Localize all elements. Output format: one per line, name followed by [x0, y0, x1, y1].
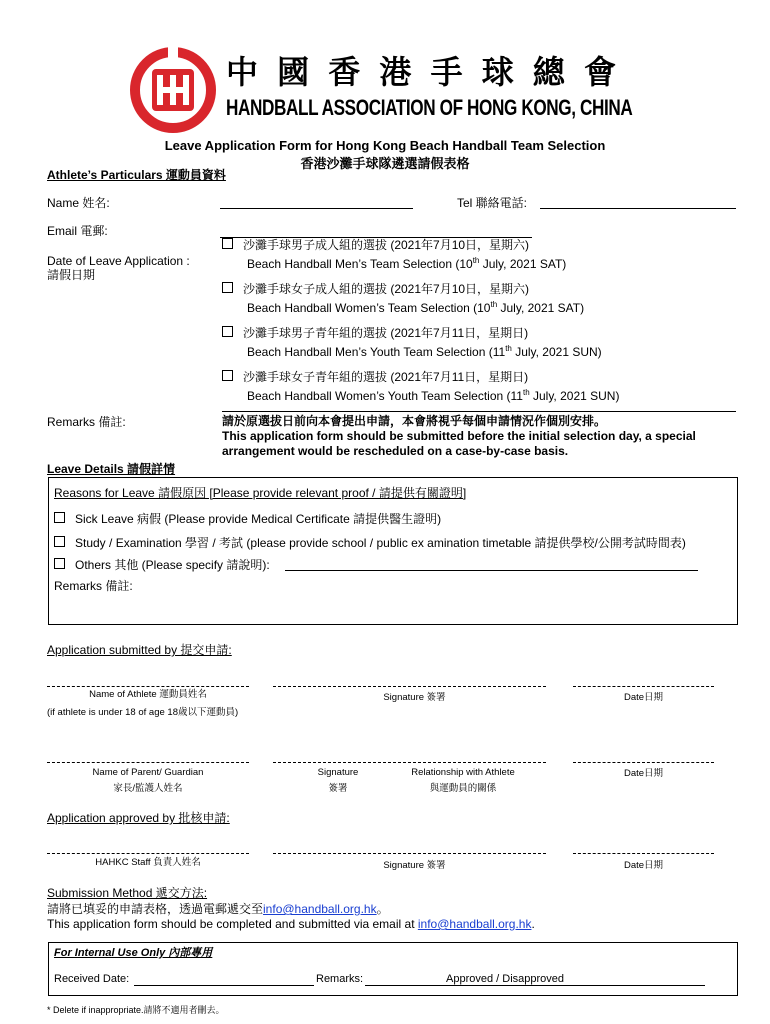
internal-heading: For Internal Use Only 內部專用	[54, 947, 213, 959]
received-date-label: Received Date:	[54, 973, 130, 985]
athlete-heading: Athlete’s Particulars 運動員資料	[47, 168, 226, 182]
staff-date-field[interactable]	[573, 853, 714, 854]
parent-date-label: Date日期	[623, 768, 664, 779]
email-link-en[interactable]: info@handball.org.hk	[417, 917, 532, 931]
others-specify-field[interactable]	[285, 570, 698, 571]
parent-date-field[interactable]	[573, 762, 714, 763]
received-date-field[interactable]	[134, 985, 314, 986]
parent-signature-label: Signature 簽署	[317, 767, 359, 794]
checkbox[interactable]	[54, 558, 65, 569]
staff-name-field[interactable]	[47, 853, 249, 854]
checkbox[interactable]	[222, 326, 233, 337]
approval-status: Approved / Disapproved	[446, 973, 565, 985]
tel-field[interactable]	[540, 208, 736, 209]
email-label: Email 電郵:	[47, 224, 108, 238]
parent-name-field[interactable]	[47, 762, 249, 763]
logo	[116, 45, 651, 137]
form-title: Leave Application Form for Hong Kong Beach Handball Team Selection	[164, 138, 606, 153]
name-label: Name 姓名:	[47, 196, 110, 210]
staff-name-label: HAHKC Staff 負責人姓名	[95, 857, 201, 868]
staff-signature-field[interactable]	[273, 853, 546, 854]
submission-en: This application form should be completed and submitted via email at info@handball.org.hk.	[47, 917, 535, 931]
checkbox[interactable]	[54, 512, 65, 523]
selection-option-4[interactable]: 沙灘手球女子青年組的選拔 (2021年7月11日，星期日) Beach Handball Women’s Youth Team Selection (11th July, 2021 SUN)	[222, 370, 619, 404]
staff-date-label: Date日期	[623, 860, 664, 871]
reason-others[interactable]: Others 其他 (Please specify 請說明):	[54, 558, 270, 573]
athlete-date-label: Date日期	[623, 692, 664, 703]
athlete-name-field[interactable]	[47, 686, 249, 687]
approved-heading: Application approved by 批核申請:	[47, 811, 230, 825]
date-label: Date of Leave Application : 請假日期	[47, 254, 190, 282]
remarks-top-rule	[222, 411, 736, 412]
selection-option-3[interactable]: 沙灘手球男子青年組的選拔 (2021年7月11日，星期日) Beach Handball Men’s Youth Team Selection (11th July, 2021 SUN)	[222, 326, 602, 360]
email-link[interactable]: info@handball.org.hk	[263, 902, 377, 916]
parent-name-label: Name of Parent/ Guardian 家長/監護人姓名	[92, 767, 204, 794]
athlete-remarks-label: Remarks 備註:	[47, 415, 126, 429]
athlete-name-label: Name of Athlete 運動員姓名	[89, 689, 207, 700]
leave-remarks-label: Remarks 備註:	[54, 579, 133, 593]
checkbox[interactable]	[222, 238, 233, 249]
relationship-label: Relationship with Athlete 與運動員的關係	[411, 767, 515, 794]
athlete-remarks-en: This application form should be submitted before the initial selection day, a special arrangement would be rescheduled on a case-by-case basis.	[222, 429, 696, 458]
logo-cn: 中 國 香 港 手 球 總 會	[226, 53, 620, 91]
reason-study-exam[interactable]: Study / Examination 學習 / 考試 (please provide school / public ex amination timetable 請提供學校/公開考試時間表)	[54, 536, 686, 551]
athlete-remarks-cn: 請於原選拔日前向本會提出申請，本會將視乎每個申請情況作個別安排。	[222, 414, 607, 428]
checkbox[interactable]	[54, 536, 65, 547]
logo-en: HANDBALL ASSOCIATION OF HONG KONG, CHINA	[226, 95, 633, 120]
reasons-label: Reasons for Leave 請假原因 [Please provide relevant proof / 請提供有關證明]	[54, 486, 467, 500]
athlete-age-note: (if athlete is under 18 of age 18歲以下運動員)	[47, 707, 239, 718]
form-title-cn: 香港沙灘手球隊遴選請假表格	[300, 156, 470, 171]
athlete-signature-label: Signature 簽署	[383, 692, 446, 703]
checkbox[interactable]	[222, 282, 233, 293]
footnote: * Delete if inappropriate.請將不適用者刪去。	[47, 1005, 225, 1015]
logo-mark-icon	[130, 47, 216, 133]
reason-sick-leave[interactable]: Sick Leave 病假 (Please provide Medical Certificate 請提供醫生證明)	[54, 512, 441, 527]
submission-cn: 請將已填妥的申請表格，透過電郵遞交至info@handball.org.hk。	[47, 902, 389, 916]
athlete-date-field[interactable]	[573, 686, 714, 687]
staff-signature-label: Signature 簽署	[383, 860, 446, 871]
parent-signature-field[interactable]	[273, 762, 546, 763]
name-field[interactable]	[220, 208, 413, 209]
athlete-signature-field[interactable]	[273, 686, 546, 687]
submitted-heading: Application submitted by 提交申請:	[47, 643, 232, 657]
leave-heading: Leave Details 請假詳情	[47, 462, 176, 476]
checkbox[interactable]	[222, 370, 233, 381]
tel-label: Tel 聯絡電話:	[457, 196, 528, 210]
submission-heading: Submission Method 遞交方法:	[47, 886, 208, 900]
selection-option-2[interactable]: 沙灘手球女子成人組的選拔 (2021年7月10日，星期六) Beach Handball Women’s Team Selection (10th July, 2021 SAT)	[222, 282, 584, 316]
internal-remarks-label: Remarks:	[316, 973, 364, 985]
selection-option-1[interactable]: 沙灘手球男子成人組的選拔 (2021年7月10日，星期六) Beach Handball Men’s Team Selection (10th July, 2021 SAT)	[222, 238, 566, 272]
